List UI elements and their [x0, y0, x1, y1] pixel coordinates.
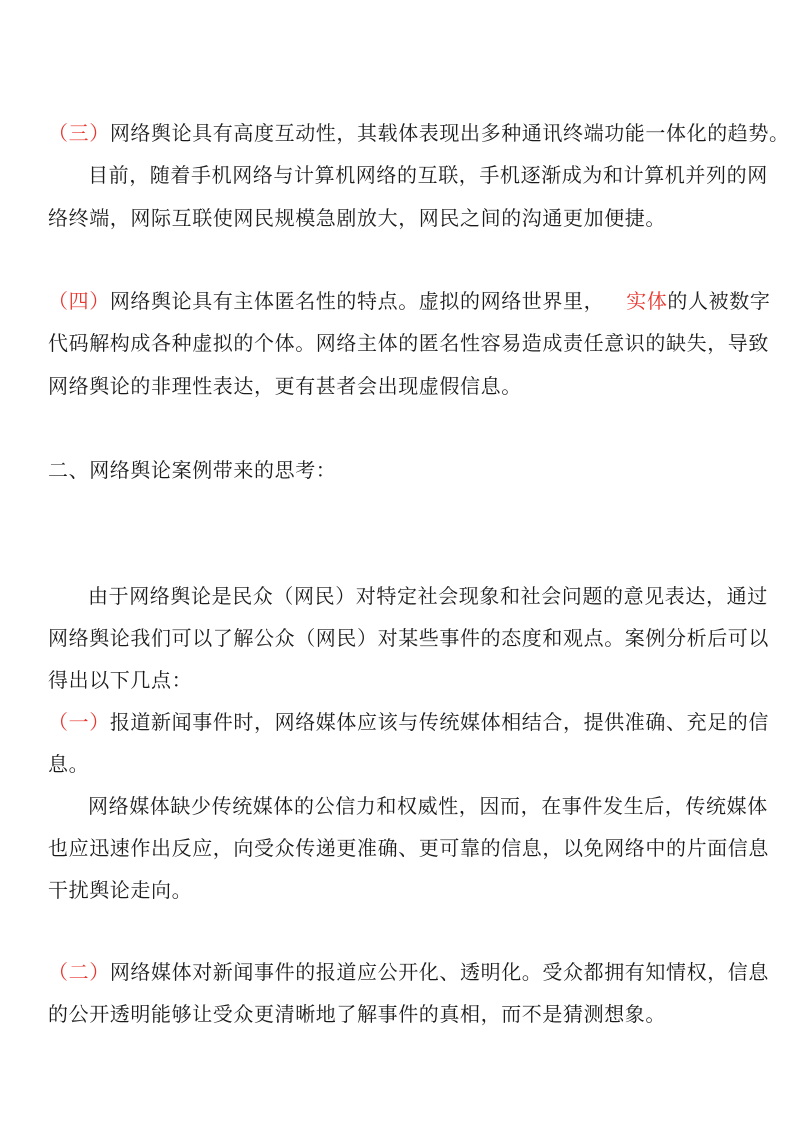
- section4-line2: 代码解构成各种虚拟的个体。网络主体的匿名性容易造成责任意识的缺失，导致: [48, 331, 769, 355]
- section3-marker: （三）: [48, 121, 110, 145]
- section4-line1-before: 网络舆论具有主体匿名性的特点。虚拟的网络世界里，: [109, 289, 605, 313]
- intro-line1: 由于网络舆论是民众（网民）对特定社会现象和社会问题的意见表达，通过: [88, 584, 768, 608]
- point2-line1: [48, 960, 770, 984]
- section4-marker: （四）: [48, 289, 110, 313]
- point2-line2: 的公开透明能够让受众更清晰地了解事件的真相，而不是猜测想象。: [48, 1002, 666, 1026]
- intro-line2: 网络舆论我们可以了解公众（网民）对某些事件的态度和观点。案例分析后可以: [48, 626, 769, 650]
- section3-heading-text: 网络舆论具有高度互动性，其载体表现出多种通讯终端功能一体化的趋势。: [109, 121, 790, 145]
- point2-line1-text: 网络媒体对新闻事件的报道应公开化、透明化。受众都拥有知情权，信息: [109, 960, 770, 984]
- point1-body-line2: 也应迅速作出反应，向受众传递更准确、更可靠的信息，以免网络中的片面信息: [48, 836, 769, 860]
- point1-body-line1: 网络媒体缺少传统媒体的公信力和权威性，因而，在事件发生后，传统媒体: [88, 794, 768, 818]
- point1-line1: [48, 710, 770, 734]
- point1-line2: 息。: [48, 752, 90, 776]
- section3-heading: [48, 121, 790, 145]
- point1-line1-text: 报道新闻事件时，网络媒体应该与传统媒体相结合，提供准确、充足的信: [109, 710, 770, 734]
- section4-line3: 网络舆论的非理性表达，更有甚者会出现虚假信息。: [48, 374, 522, 398]
- point1-body-line3: 干扰舆论走向。: [48, 878, 193, 902]
- point2-marker: （二）: [48, 960, 110, 984]
- section4-highlight: 实体: [626, 289, 668, 313]
- section3-body-line2: 络终端，网际互联使网民规模急剧放大，网民之间的沟通更加便捷。: [48, 206, 666, 230]
- section3-body-line1: 目前，随着手机网络与计算机网络的互联，手机逐渐成为和计算机并列的网: [88, 163, 768, 187]
- part2-heading: 二、网络舆论案例带来的思考：: [48, 458, 337, 482]
- point1-marker: （一）: [48, 710, 110, 734]
- section4-line1-after: 的人被数字: [667, 289, 771, 313]
- section4-line1: [48, 289, 771, 313]
- intro-line3: 得出以下几点：: [48, 668, 193, 692]
